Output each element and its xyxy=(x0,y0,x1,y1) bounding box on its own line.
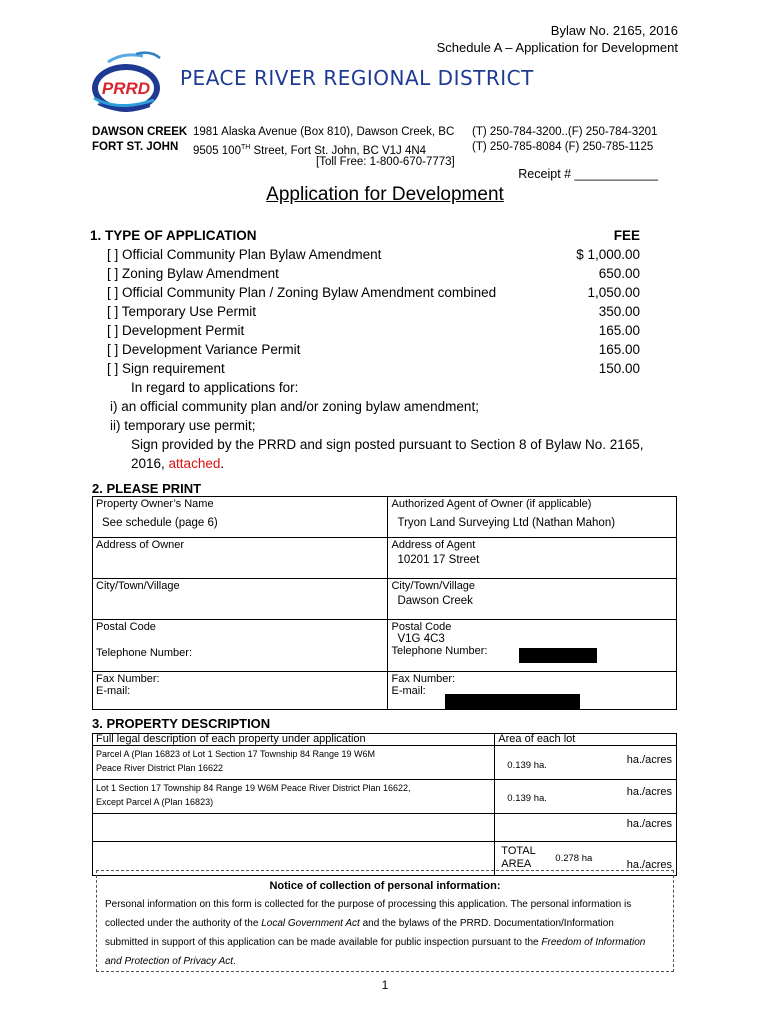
office-address-fsj: 9505 100TH Street, Fort St. John, BC V1J 4N4 xyxy=(193,144,427,157)
notice-line: submitted in support of this application can be made available for public inspection pursuant to the Freedom of Information xyxy=(105,937,646,948)
legal-description-header: Full legal description of each property under application xyxy=(93,734,495,746)
section2-heading: 2. PLEASE PRINT xyxy=(92,481,202,496)
agent-postal-phone-cell[interactable]: Postal Code V1G 4C3 Telephone Number: xyxy=(388,620,677,672)
owner-city-cell[interactable]: City/Town/Village xyxy=(93,579,388,620)
notice-line: and Protection of Privacy Act. xyxy=(105,956,236,967)
area-cell[interactable]: 0.139 ha. ha./acres xyxy=(495,746,677,780)
legal-description-cell[interactable] xyxy=(93,814,495,842)
office-city-fsj: FORT ST. JOHN xyxy=(92,141,179,153)
redacted-phone xyxy=(519,648,597,663)
sign-text-line1: Sign provided by the PRRD and sign posted pursuant to Section 8 of Bylaw No. 2165, xyxy=(131,437,644,452)
owner-fax-email-cell[interactable]: Fax Number: E-mail: xyxy=(93,672,388,710)
sign-text-line2: 2016, attached. xyxy=(131,456,225,471)
application-option[interactable]: [ ] Zoning Bylaw Amendment 650.00 xyxy=(107,266,640,281)
redacted-email xyxy=(445,694,580,709)
agent-fax-email-cell[interactable]: Fax Number: E-mail: xyxy=(388,672,677,710)
section3-heading: 3. PROPERTY DESCRIPTION xyxy=(92,716,271,731)
document-header xyxy=(437,22,678,56)
district-name: PEACE RIVER REGIONAL DISTRICT xyxy=(180,66,534,90)
application-option[interactable]: [ ] Official Community Plan Bylaw Amendment $ 1,000.00 xyxy=(107,247,640,262)
owner-name-value: See schedule (page 6) xyxy=(102,517,218,529)
owner-address-cell[interactable]: Address of Owner xyxy=(93,538,388,579)
area-cell[interactable]: 0.139 ha. ha./acres xyxy=(495,780,677,814)
application-type-section xyxy=(90,226,644,473)
property-table xyxy=(92,733,677,876)
office-addresses xyxy=(92,125,692,170)
receipt-number: Receipt # ____________ xyxy=(518,167,658,181)
prrd-logo xyxy=(88,50,178,120)
agent-city-value: Dawson Creek xyxy=(397,595,473,607)
agent-name-cell[interactable]: Authorized Agent of Owner (if applicable) Tryon Land Surveying Ltd (Nathan Mahon) xyxy=(388,497,677,538)
agent-address-value: 10201 17 Street xyxy=(397,554,480,566)
section1-heading: 1. TYPE OF APPLICATION xyxy=(90,228,257,243)
application-option[interactable]: [ ] Temporary Use Permit 350.00 xyxy=(107,304,640,319)
toll-free: [Toll Free: 1-800-670-7773] xyxy=(316,156,455,168)
owner-name-cell[interactable]: Property Owner’s Name See schedule (page 6) xyxy=(93,497,388,538)
owner-postal-phone-cell[interactable]: Postal Code Telephone Number: xyxy=(93,620,388,672)
application-option[interactable]: [ ] Development Variance Permit 165.00 xyxy=(107,342,640,357)
legal-description-cell[interactable]: Parcel A (Plan 16823 of Lot 1 Section 17 Township 84 Range 19 W6M Peace River District Plan 16622 xyxy=(93,746,495,780)
agent-postal-value: V1G 4C3 xyxy=(397,633,445,645)
application-option[interactable]: [ ] Sign requirement 150.00 xyxy=(107,361,640,376)
agent-address-cell[interactable]: Address of Agent 10201 17 Street xyxy=(388,538,677,579)
agent-name-value: Tryon Land Surveying Ltd (Nathan Mahon) xyxy=(397,517,616,529)
total-area-cell[interactable]: TOTAL AREA 0.278 ha ha./acres xyxy=(495,842,677,876)
page-number: 1 xyxy=(381,978,389,992)
office-address-dawson: 1981 Alaska Avenue (Box 810), Dawson Creek, BC xyxy=(193,126,455,138)
schedule-title: Schedule A – Application for Development xyxy=(436,40,678,55)
notice-line: collected under the authority of the Local Government Act and the bylaws of the PRRD. Documentation/Information xyxy=(105,918,614,929)
sub-item-i: i) an official community plan and/or zoning bylaw amendment; xyxy=(110,399,479,414)
office-phone-fsj: (T) 250-785-8084 (F) 250-785-1125 xyxy=(472,141,654,153)
notice-heading: Notice of collection of personal information: xyxy=(269,880,501,892)
regard-text: In regard to applications for: xyxy=(131,380,299,395)
page-title: Application for Development xyxy=(266,184,504,205)
office-city-dawson: DAWSON CREEK xyxy=(92,126,188,138)
notice-line: Personal information on this form is collected for the purpose of processing this application. The personal information is xyxy=(105,899,632,910)
bylaw-number: Bylaw No. 2165, 2016 xyxy=(550,23,678,38)
attached-link: attached xyxy=(168,456,221,471)
privacy-notice xyxy=(96,870,674,972)
sub-item-ii: ii) temporary use permit; xyxy=(110,418,256,433)
contact-table xyxy=(92,496,677,710)
application-option[interactable]: [ ] Official Community Plan / Zoning Bylaw Amendment combined 1,050.00 xyxy=(107,285,640,300)
application-option[interactable]: [ ] Development Permit 165.00 xyxy=(107,323,640,338)
office-phone-dawson: (T) 250-784-3200..(F) 250-784-3201 xyxy=(472,126,658,138)
legal-description-cell[interactable]: Lot 1 Section 17 Township 84 Range 19 W6M Peace River District Plan 16622, Except Parcel A (Plan 16823) xyxy=(93,780,495,814)
logo-text: PRRD xyxy=(101,79,151,98)
fee-heading: FEE xyxy=(613,228,640,243)
area-header: Area of each lot xyxy=(495,734,677,746)
area-cell[interactable]: ha./acres xyxy=(495,814,677,842)
total-area-value: 0.278 ha xyxy=(555,853,593,864)
agent-city-cell[interactable]: City/Town/Village Dawson Creek xyxy=(388,579,677,620)
